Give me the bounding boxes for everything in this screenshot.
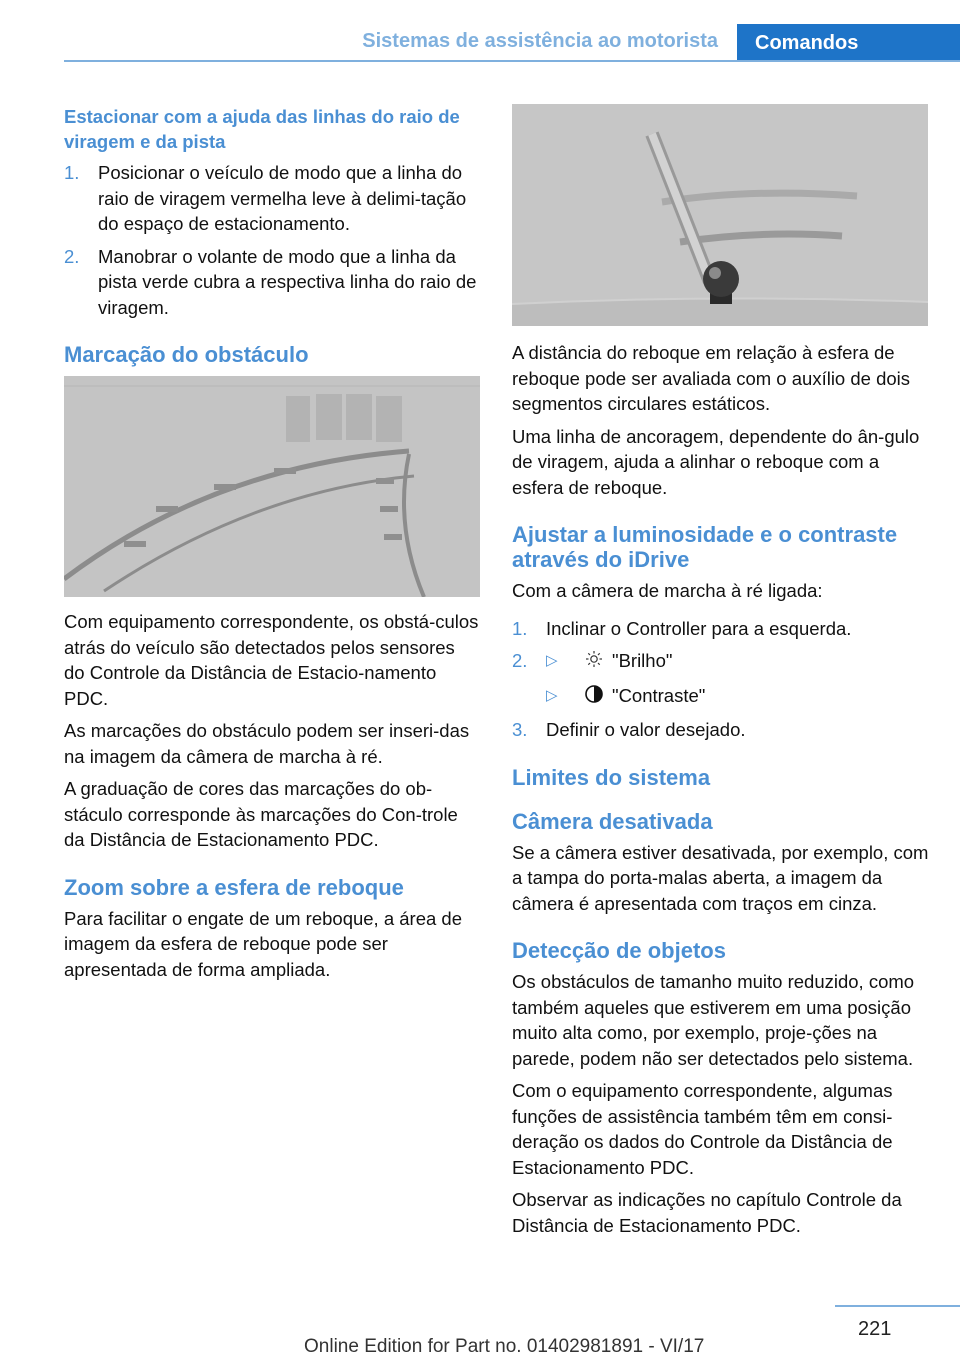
- step-text: Inclinar o Controller para a esquerda.: [546, 617, 852, 639]
- heading-obstacle-marking: Marcação do obstáculo: [64, 342, 309, 367]
- tow-ball-zoom-figure: [512, 104, 928, 326]
- paragraph: Se a câmera estiver desativada, por exemplo, com a tampa do porta-malas aberta, a imagem da câmera é apresentada com traços em cinza.: [512, 841, 929, 914]
- paragraph: Uma linha de ancoragem, dependente do ân-gulo de viragem, ajuda a alinhar o reboque com a esfera de reboque.: [512, 425, 920, 498]
- paragraph: Para facilitar o engate de um reboque, a área de imagem da esfera de reboque pode ser apresentada de forma ampliada.: [64, 907, 463, 980]
- contrast-label: "Contraste": [612, 684, 706, 706]
- obstacle-marker: [286, 396, 310, 442]
- bullet-triangle-icon: ▷: [546, 652, 558, 669]
- step-number: 2.: [512, 650, 528, 671]
- page-number: 221: [858, 1318, 892, 1340]
- tow-ball: [703, 261, 739, 297]
- heading-hitch-zoom: Zoom sobre a esfera de reboque: [64, 874, 404, 900]
- obstacle-marker: [316, 394, 342, 440]
- header-section-title: Sistemas de assistência ao motorista: [362, 30, 718, 52]
- menu-item-brightness: [546, 648, 930, 675]
- step-text: Posicionar o veículo de modo que a linha do raio de viragem vermelha leve à delimi-tação do espaço de estacionamento.: [98, 162, 467, 234]
- header-divider: [64, 60, 960, 62]
- bullet-triangle-icon: ▷: [546, 686, 558, 704]
- adjust-steps-list: [512, 616, 930, 743]
- left-column: [64, 104, 480, 989]
- heading-brightness-contrast: Ajustar a luminosidade e o contraste através do iDrive: [512, 522, 898, 572]
- step-number: 2.: [64, 245, 80, 267]
- step-number: 1.: [512, 617, 528, 639]
- step-text: Manobrar o volante de modo que a linha da pista verde cubra a respectiva linha do raio de viragem.: [98, 245, 477, 318]
- subheading-turning-lines: Estacionar com a ajuda das linhas do raio de viragem e da pista: [64, 106, 460, 152]
- brightness-label: "Brilho": [612, 650, 673, 671]
- right-column: [512, 340, 930, 1245]
- list-item: [64, 160, 480, 237]
- list-item: [64, 244, 480, 321]
- steps-list: [64, 160, 480, 320]
- heading-object-detection: Detecção de objetos: [512, 938, 726, 964]
- step-number: 3.: [512, 719, 528, 741]
- paragraph: As marcações do obstáculo podem ser inseri-das na imagem da câmera de marcha à ré.: [64, 720, 470, 767]
- paragraph: Com a câmera de marcha à ré ligada:: [512, 580, 823, 601]
- heading-camera-disabled: Câmera desativada: [512, 808, 713, 834]
- paragraph: Observar as indicações no capítulo Controle da Distância de Estacionamento PDC.: [512, 1189, 902, 1236]
- heading-system-limits: Limites do sistema: [512, 764, 711, 790]
- step-number: 1.: [64, 162, 80, 183]
- obstacle-marker: [346, 394, 372, 440]
- list-item: [512, 717, 930, 743]
- paragraph: Com o equipamento correspondente, algumas funções de assistência também têm em consi-deração os dados do Controle da Distância de Estacionamento PDC.: [512, 1080, 893, 1178]
- paragraph: A distância do reboque em relação à esfera de reboque pode ser avaliada com o auxílio de dois segmentos circulares estáticos.: [512, 342, 911, 414]
- header-chapter-tab: Comandos: [737, 24, 960, 62]
- step-text: Definir o valor desejado.: [546, 719, 746, 741]
- footer-edition-note: Online Edition for Part no. 01402981891 - VI/17: [304, 1336, 705, 1357]
- paragraph: Os obstáculos de tamanho muito reduzido, como também aqueles que estiverem em uma posição muito alta como, por exemplo, proje-ções na parede, podem não ser detectados pelo sistema.: [512, 971, 915, 1069]
- list-item: [512, 616, 930, 642]
- obstacle-marker: [376, 396, 402, 442]
- footer-divider: [835, 1305, 960, 1307]
- obstacle-marking-figure: [64, 376, 480, 597]
- paragraph: A graduação de cores das marcações do ob-stáculo corresponde às marcações do Con-trole da Distância de Estacionamento PDC.: [64, 778, 458, 850]
- sun-icon: [582, 649, 606, 675]
- paragraph: Com equipamento correspondente, os obstá-culos atrás do veículo são detectados pelos sensores do Controle da Distância de Estacio-namento PDC.: [64, 611, 479, 709]
- list-item: [512, 648, 930, 710]
- menu-item-contrast: [546, 683, 930, 710]
- contrast-icon: [582, 684, 606, 711]
